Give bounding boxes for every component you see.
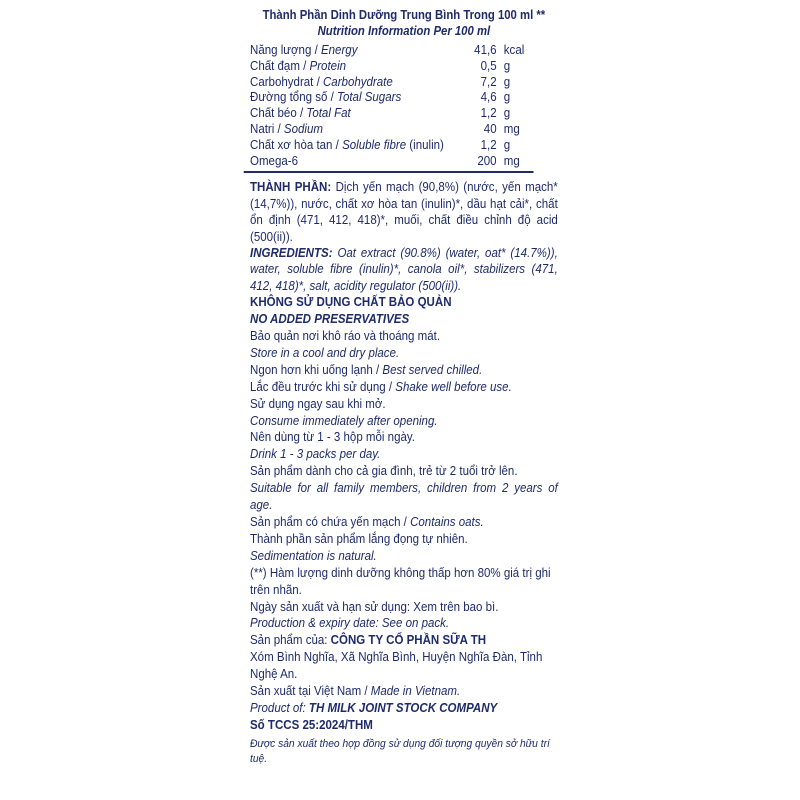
nutrition-label [250, 0, 558, 768]
info-line [250, 463, 558, 480]
nutrient-value: 4,6 [480, 89, 497, 105]
nutrient-name-en: Carbohydrate [322, 73, 393, 89]
nutrient-name-separator: / [296, 105, 307, 121]
table-divider [244, 171, 534, 173]
info-line [250, 379, 558, 396]
ingredients-paragraph-en [250, 245, 558, 294]
info-line [250, 531, 558, 548]
info-line-segment: Sản phẩm của: [250, 632, 331, 648]
ingredients-vi-body: Dịch yến mạch (90,8%) (nước, yến mạch* (14,7%)), nước, chất xơ hòa tan (inulin)*, dầu hạt cải*, chất ổn định (471, 412, 418)*, muối, chất điều chỉnh độ acid (500(ii)). [250, 179, 558, 244]
nutrient-value: 7,2 [480, 73, 497, 89]
info-line [250, 413, 558, 430]
ingredients-paragraph-vi [250, 179, 558, 245]
nutrient-name-vi: Omega-6 [250, 152, 299, 168]
info-line [250, 649, 558, 683]
nutrition-row [250, 58, 558, 74]
label-title-en: Nutrition Information Per 100 ml [317, 24, 491, 38]
nutrient-unit: mg [503, 120, 520, 136]
info-line-segment: Xóm Bình Nghĩa, Xã Nghĩa Bình, Huyện Nghĩa Đàn, Tỉnh Nghệ An. [250, 649, 543, 682]
info-line [250, 565, 558, 599]
nutrient-unit: mg [503, 152, 520, 168]
info-line-segment: Made in Vietnam. [370, 683, 461, 699]
info-line-segment: Drink 1 - 3 packs per day. [250, 446, 381, 462]
info-line-segment: Suitable for all family members, children from 2 years of age. [250, 480, 558, 513]
nutrient-name-suffix: (inulin) [406, 136, 444, 152]
info-line [250, 700, 558, 717]
info-line-segment: Sedimentation is natural. [250, 547, 377, 563]
nutrient-name-separator: / [274, 120, 284, 136]
info-line-segment: Sản phẩm dành cho cả gia đình, trẻ từ 2 tuổi trở lên. [250, 463, 518, 479]
nutrient-unit: g [503, 57, 511, 73]
nutrient-unit: g [503, 136, 511, 152]
info-line-segment: KHÔNG SỬ DỤNG CHẤT BẢO QUẢN [250, 294, 452, 310]
nutrient-unit: g [503, 89, 511, 105]
nutrient-unit: kcal [503, 42, 525, 57]
info-line [250, 548, 558, 565]
nutrition-row [250, 105, 558, 121]
nutrient-name [250, 74, 457, 90]
nutrient-name [250, 105, 457, 121]
nutrient-name-en: Sodium [283, 120, 323, 136]
info-line [250, 615, 558, 632]
nutrient-name-en: Protein [309, 57, 347, 73]
nutrient-name-vi: Năng lượng [250, 42, 312, 57]
info-line-segment: Consume immediately after opening. [250, 412, 438, 428]
info-line [250, 345, 558, 362]
info-line [250, 446, 558, 463]
nutrition-row [250, 121, 558, 137]
info-line-segment: TH MILK JOINT STOCK COMPANY [308, 699, 498, 715]
nutrition-row [250, 153, 558, 169]
info-line-segment: Nên dùng từ 1 - 3 hộp mỗi ngày. [250, 429, 416, 445]
info-line [250, 632, 558, 649]
nutrient-name-separator: / [313, 73, 323, 89]
nutrient-name-vi: Chất béo [250, 105, 297, 121]
nutrient-name-vi: Natri [250, 120, 275, 136]
info-line-segment: Product of: [250, 699, 309, 715]
nutrition-row [250, 137, 558, 153]
info-section [250, 294, 558, 768]
info-line [250, 294, 558, 311]
info-line [250, 717, 558, 734]
nutrient-name-en: Total Sugars [336, 89, 402, 105]
info-line [250, 396, 558, 413]
nutrient-name-separator: / [299, 57, 310, 73]
nutrition-table [250, 42, 558, 168]
nutrient-value: 0,5 [480, 57, 497, 73]
info-line-segment: Ngày sản xuất và hạn sử dụng: Xem trên bao bì. [250, 598, 499, 614]
info-line-segment: Best served chilled. [382, 361, 483, 377]
label-title-vi: Thành Phần Dinh Dưỡng Trung Bình Trong 100 ml ** [262, 8, 546, 22]
ingredients-vi-lead: THÀNH PHẦN: [250, 179, 332, 195]
info-line [250, 362, 558, 379]
info-line [250, 480, 558, 514]
nutrient-name-separator: / [332, 136, 343, 152]
nutrient-unit: g [503, 73, 511, 89]
info-line-segment: Sản phẩm có chứa yến mạch / [250, 514, 411, 529]
nutrition-row [250, 74, 558, 90]
info-line-segment: Sản xuất tại Việt Nam / [250, 683, 371, 699]
nutrient-name-en: Energy [320, 42, 358, 57]
nutrient-name-vi: Chất đạm [250, 57, 300, 73]
info-line-segment: Bảo quản nơi khô ráo và thoáng mát. [250, 328, 441, 344]
info-line [250, 514, 558, 531]
info-line-segment: Thành phần sản phẩm lắng đọng tự nhiên. [250, 530, 468, 546]
nutrient-value: 1,2 [480, 136, 497, 152]
ingredients-en-lead: INGREDIENTS: [250, 245, 333, 260]
nutrient-value: 41,6 [474, 42, 497, 57]
info-line-segment: Sử dụng ngay sau khi mở. [250, 395, 386, 411]
nutrient-name-en: Soluble fibre [342, 136, 407, 152]
info-line [250, 429, 558, 446]
nutrient-name-vi: Carbohydrat [250, 73, 314, 89]
info-line [250, 311, 558, 328]
info-line [250, 683, 558, 700]
nutrient-name-vi: Chất xơ hòa tan [250, 136, 333, 152]
info-line-segment: Được sản xuất theo hợp đồng sử dụng đối tượng quyền sở hữu trí tuệ. [250, 737, 550, 766]
info-line [250, 599, 558, 616]
nutrient-name [250, 89, 457, 105]
info-line-segment: Production & expiry date: See on pack. [250, 615, 450, 631]
info-line-segment: Shake well before use. [395, 378, 512, 394]
nutrition-row [250, 42, 558, 58]
nutrient-name-separator: / [327, 89, 337, 105]
info-line-segment: Lắc đều trước khi sử dụng / [250, 378, 396, 394]
nutrient-name [250, 58, 457, 74]
nutrient-name-separator: / [311, 42, 321, 57]
nutrient-name [250, 42, 457, 58]
info-line-segment: (**) Hàm lượng dinh dưỡng không thấp hơn 80% giá trị ghi trên nhãn. [250, 564, 551, 597]
info-line-segment: NO ADDED PRESERVATIVES [250, 311, 410, 327]
info-line-segment: Store in a cool and dry place. [250, 344, 400, 360]
nutrient-name [250, 121, 457, 137]
info-line-segment: Contains oats. [410, 514, 484, 529]
nutrient-name [250, 137, 457, 153]
info-line-segment: CÔNG TY CỔ PHẦN SỮA TH [330, 632, 487, 648]
info-line [250, 734, 558, 768]
nutrient-name-en: Total Fat [306, 105, 351, 121]
nutrient-unit: g [503, 105, 511, 121]
info-line [250, 328, 558, 345]
nutrient-name [250, 153, 457, 169]
ingredients-en-body: Oat extract (90.8%) (water, oat* (14.7%)), water, soluble fibre (inulin)*, canola oil*, stabilizers (471, 412, 418)*, salt, acidity regulator (500(ii)). [250, 245, 558, 293]
nutrition-row [250, 89, 558, 105]
info-line-segment: Ngon hơn khi uống lạnh / [250, 361, 383, 377]
nutrient-name-vi: Đường tổng số [250, 89, 328, 105]
nutrient-value: 1,2 [480, 105, 497, 121]
nutrient-value: 40 [483, 120, 497, 136]
nutrient-value: 200 [477, 152, 497, 168]
info-line-segment: Số TCCS 25:2024/THM [250, 716, 373, 732]
